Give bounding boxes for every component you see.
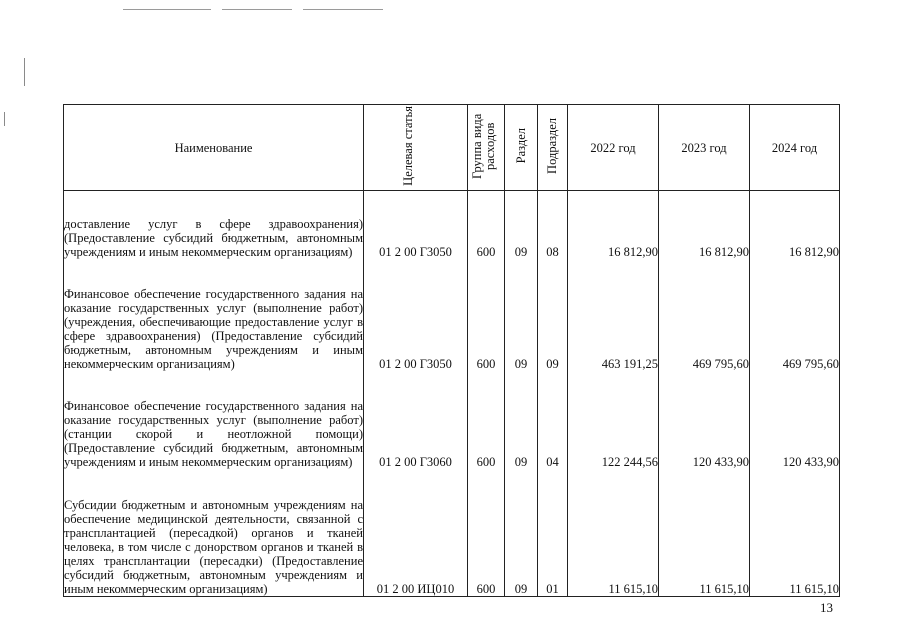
row-code: 01 2 00 ИЦ010 — [364, 469, 468, 597]
header-group — [468, 105, 505, 191]
header-2022 — [568, 105, 659, 191]
row-name: Финансовое обеспечение государственного задания на оказание государственных услуг (выполнение работ) (учреждения, обеспечивающие предоставление услуг в сфере здравоохранения) (Предоставление субсидий бюджетным, автономным учреждениям и иным некоммерческим организациям) — [64, 259, 364, 371]
header-name-label: Наименование — [174, 140, 253, 155]
scan-mark — [123, 9, 211, 10]
row-2024: 11 615,10 — [750, 469, 840, 597]
table-row — [64, 371, 840, 469]
scan-mark — [222, 9, 292, 10]
table-row — [64, 191, 840, 260]
row-2024: 120 433,90 — [750, 371, 840, 469]
header-group-label: Группа вида расходов — [470, 113, 497, 179]
row-2023: 120 433,90 — [659, 371, 750, 469]
row-name: Субсидии бюджетным и автономным учреждениям на обеспечение медицинской деятельности, связанной с трансплантацией (пересадкой) органов и тканей человека, в том числе с донорством органов и тканей в целях трансплантации (пересадки) (Предоставление субсидий бюджетным, автономным учреждениям и иным некоммерческим организациям) — [64, 469, 364, 597]
header-subsection-label: Подраздел — [545, 118, 559, 174]
table-header-row — [64, 105, 840, 191]
row-group: 600 — [468, 259, 505, 371]
scan-mark — [4, 112, 5, 126]
page-number: 13 — [820, 600, 833, 615]
header-name — [64, 105, 364, 191]
row-2024: 469 795,60 — [750, 259, 840, 371]
header-section — [505, 105, 538, 191]
row-2022: 16 812,90 — [568, 191, 659, 260]
row-2022: 11 615,10 — [568, 469, 659, 597]
row-name: Финансовое обеспечение государственного задания на оказание государственных услуг (выполнение работ) (станции скорой и неотложной помощи) (Предоставление субсидий бюджетным, автономным учреждениям и иным некоммерческим организациям) — [64, 371, 364, 469]
header-section-label: Раздел — [513, 128, 528, 164]
row-group: 600 — [468, 191, 505, 260]
row-2023: 11 615,10 — [659, 469, 750, 597]
header-target — [364, 105, 468, 191]
table-row — [64, 469, 840, 597]
row-code: 01 2 00 Г3050 — [364, 191, 468, 260]
row-code: 01 2 00 Г3060 — [364, 371, 468, 469]
row-2023: 16 812,90 — [659, 191, 750, 260]
budget-table — [63, 104, 840, 597]
row-subsection: 01 — [538, 469, 568, 597]
row-2022: 122 244,56 — [568, 371, 659, 469]
header-subsection — [538, 105, 568, 191]
row-2022: 463 191,25 — [568, 259, 659, 371]
header-2024 — [750, 105, 840, 191]
row-group: 600 — [468, 371, 505, 469]
header-2022-label: 2022 год — [590, 140, 636, 155]
header-target-label: Целевая статья — [400, 106, 415, 186]
header-2023-label: 2023 год — [681, 140, 727, 155]
scan-mark — [24, 58, 25, 86]
row-subsection: 09 — [538, 259, 568, 371]
row-name: доставление услуг в сфере здравоохранения) (Предоставление субсидий бюджетным, автономным учреждениям и иным некоммерческим организациям) — [64, 191, 364, 260]
row-section: 09 — [505, 371, 538, 469]
scan-mark — [303, 9, 383, 10]
row-subsection: 04 — [538, 371, 568, 469]
row-section: 09 — [505, 469, 538, 597]
row-2023: 469 795,60 — [659, 259, 750, 371]
row-subsection: 08 — [538, 191, 568, 260]
header-2024-label: 2024 год — [771, 140, 818, 155]
row-2024: 16 812,90 — [750, 191, 840, 260]
row-group: 600 — [468, 469, 505, 597]
row-section: 09 — [505, 259, 538, 371]
table-row — [64, 259, 840, 371]
budget-table-wrapper — [63, 104, 839, 596]
header-2023 — [659, 105, 750, 191]
row-section: 09 — [505, 191, 538, 260]
row-code: 01 2 00 Г3050 — [364, 259, 468, 371]
